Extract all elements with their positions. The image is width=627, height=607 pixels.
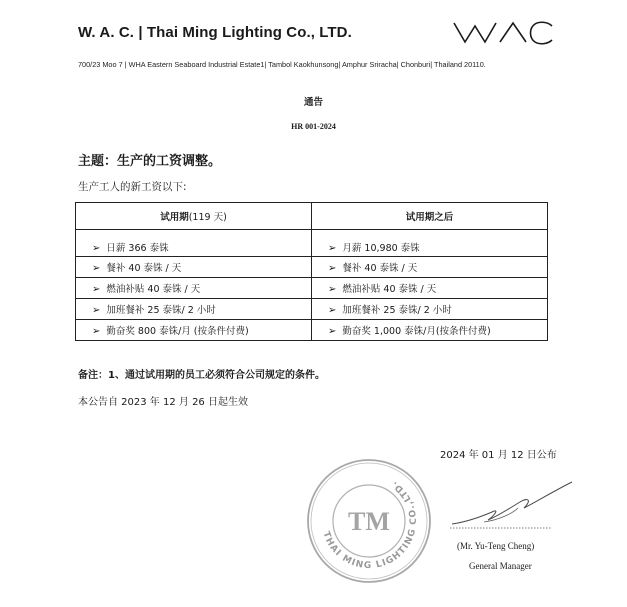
company-seal-stamp xyxy=(306,458,432,584)
cell-text: 餐补 40 泰铢 / 天 xyxy=(106,263,182,274)
arrow-bullet-icon: ➢ xyxy=(328,284,337,295)
arrow-bullet-icon: ➢ xyxy=(328,326,337,337)
table-cell xyxy=(76,299,312,320)
header-after-probation xyxy=(312,203,548,230)
cell-text: 餐补 40 泰铢 / 天 xyxy=(342,263,418,274)
seal-ring-text: THAI MING LIGHTING CO.,LTD. xyxy=(320,478,420,572)
signer-title: General Manager xyxy=(469,561,532,571)
table-cell xyxy=(312,299,548,320)
effective-date: 本公告自 2023 年 12 月 26 日起生效 xyxy=(78,397,248,408)
table-cell xyxy=(76,230,312,257)
subject-heading: 主题：生产的工资调整。 xyxy=(78,154,222,169)
table-cell xyxy=(76,278,312,299)
arrow-bullet-icon: ➢ xyxy=(92,243,101,254)
document-title: 通告 xyxy=(303,97,323,108)
table-header-row xyxy=(76,203,548,230)
table-cell xyxy=(312,230,548,257)
table-row xyxy=(76,299,548,320)
table-cell xyxy=(76,257,312,278)
company-address: 700/23 Moo 7 | WHA Eastern Seaboard Industrial Estate1| Tambol Kaokhunsong| Amphur Sriracha| Chonburi| Thailand 20110. xyxy=(78,60,486,69)
arrow-bullet-icon: ➢ xyxy=(92,305,101,316)
arrow-bullet-icon: ➢ xyxy=(92,263,101,274)
arrow-bullet-icon: ➢ xyxy=(92,326,101,337)
handwritten-signature xyxy=(448,478,576,532)
cell-text: 日薪 366 泰铢 xyxy=(106,243,169,254)
cell-text: 月薪 10,980 泰铢 xyxy=(342,243,420,254)
seal-center-text: TM xyxy=(348,507,390,536)
arrow-bullet-icon: ➢ xyxy=(328,305,337,316)
arrow-bullet-icon: ➢ xyxy=(328,263,337,274)
cell-text: 勤奋奖 800 泰铢/月 (按条件付费) xyxy=(106,326,249,337)
signer-name: (Mr. Yu-Teng Cheng) xyxy=(457,541,535,551)
table-cell xyxy=(76,320,312,341)
header-probation-label: 试用期 xyxy=(160,212,189,223)
table-row xyxy=(76,257,548,278)
arrow-bullet-icon: ➢ xyxy=(92,284,101,295)
table-row xyxy=(76,230,548,257)
header-after-probation-label: 试用期之后 xyxy=(405,212,454,223)
cell-text: 勤奋奖 1,000 泰铢/月(按条件付费) xyxy=(342,326,491,337)
company-name: W. A. C. | Thai Ming Lighting Co., LTD. xyxy=(78,24,352,41)
wage-table xyxy=(75,202,548,341)
table-cell xyxy=(312,257,548,278)
wac-logo xyxy=(452,20,554,46)
table-row xyxy=(76,278,548,299)
table-row xyxy=(76,320,548,341)
cell-text: 燃油补贴 40 泰铢 / 天 xyxy=(106,284,201,295)
table-cell xyxy=(312,278,548,299)
table-cell xyxy=(312,320,548,341)
header-probation-duration: (119 天) xyxy=(188,212,227,223)
cell-text: 加班餐补 25 泰铢/ 2 小时 xyxy=(342,305,452,316)
publish-date: 2024 年 01 月 12 日公布 xyxy=(440,450,557,461)
cell-text: 加班餐补 25 泰铢/ 2 小时 xyxy=(106,305,216,316)
cell-text: 燃油补贴 40 泰铢 / 天 xyxy=(342,284,437,295)
remark-note: 备注：1、通过试用期的员工必须符合公司规定的条件。 xyxy=(78,370,325,381)
intro-text: 生产工人的新工资以下: xyxy=(78,181,187,193)
header-probation xyxy=(76,203,312,230)
document-number: HR 001-2024 xyxy=(291,122,336,131)
arrow-bullet-icon: ➢ xyxy=(328,243,337,254)
